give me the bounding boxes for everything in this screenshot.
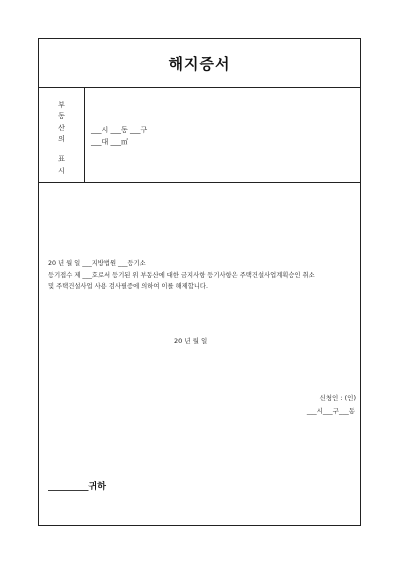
property-area: ___대 ___㎡ xyxy=(91,138,128,146)
recipient: _________귀하 xyxy=(48,482,106,492)
issue-date: 20 년 월 일 xyxy=(174,337,208,345)
statement-line: 20 년 월 일 ___지방법원 ___등기소 xyxy=(48,260,146,267)
property-label-char: 산 xyxy=(58,124,65,132)
statement-line: 등기접수 제 ___호로서 등기된 위 부동산에 대한 금지사항 등기사항은 주택건설사업계획승인 취소 xyxy=(48,271,315,279)
property-details xyxy=(85,88,360,182)
document-title: 해지증서 xyxy=(39,39,360,88)
release-statement xyxy=(48,258,348,293)
property-label-char: 부 xyxy=(58,101,65,109)
applicant-address: ___시___구___동 xyxy=(306,407,355,415)
property-label-char: 의 xyxy=(58,135,65,143)
property-label xyxy=(39,88,85,182)
applicant-signature: 신청인 : (인) xyxy=(319,394,356,402)
property-label-char: 표 xyxy=(58,155,65,163)
property-section xyxy=(39,88,360,183)
statement-line: 및 주택건설사업 사용 검사필증에 의하여 이를 해제합니다. xyxy=(48,283,208,290)
certificate-frame xyxy=(38,38,361,526)
property-label-char: 동 xyxy=(58,112,65,120)
property-location: ___시 ___동 ___구 xyxy=(91,126,148,134)
property-label-char: 시 xyxy=(58,167,65,175)
